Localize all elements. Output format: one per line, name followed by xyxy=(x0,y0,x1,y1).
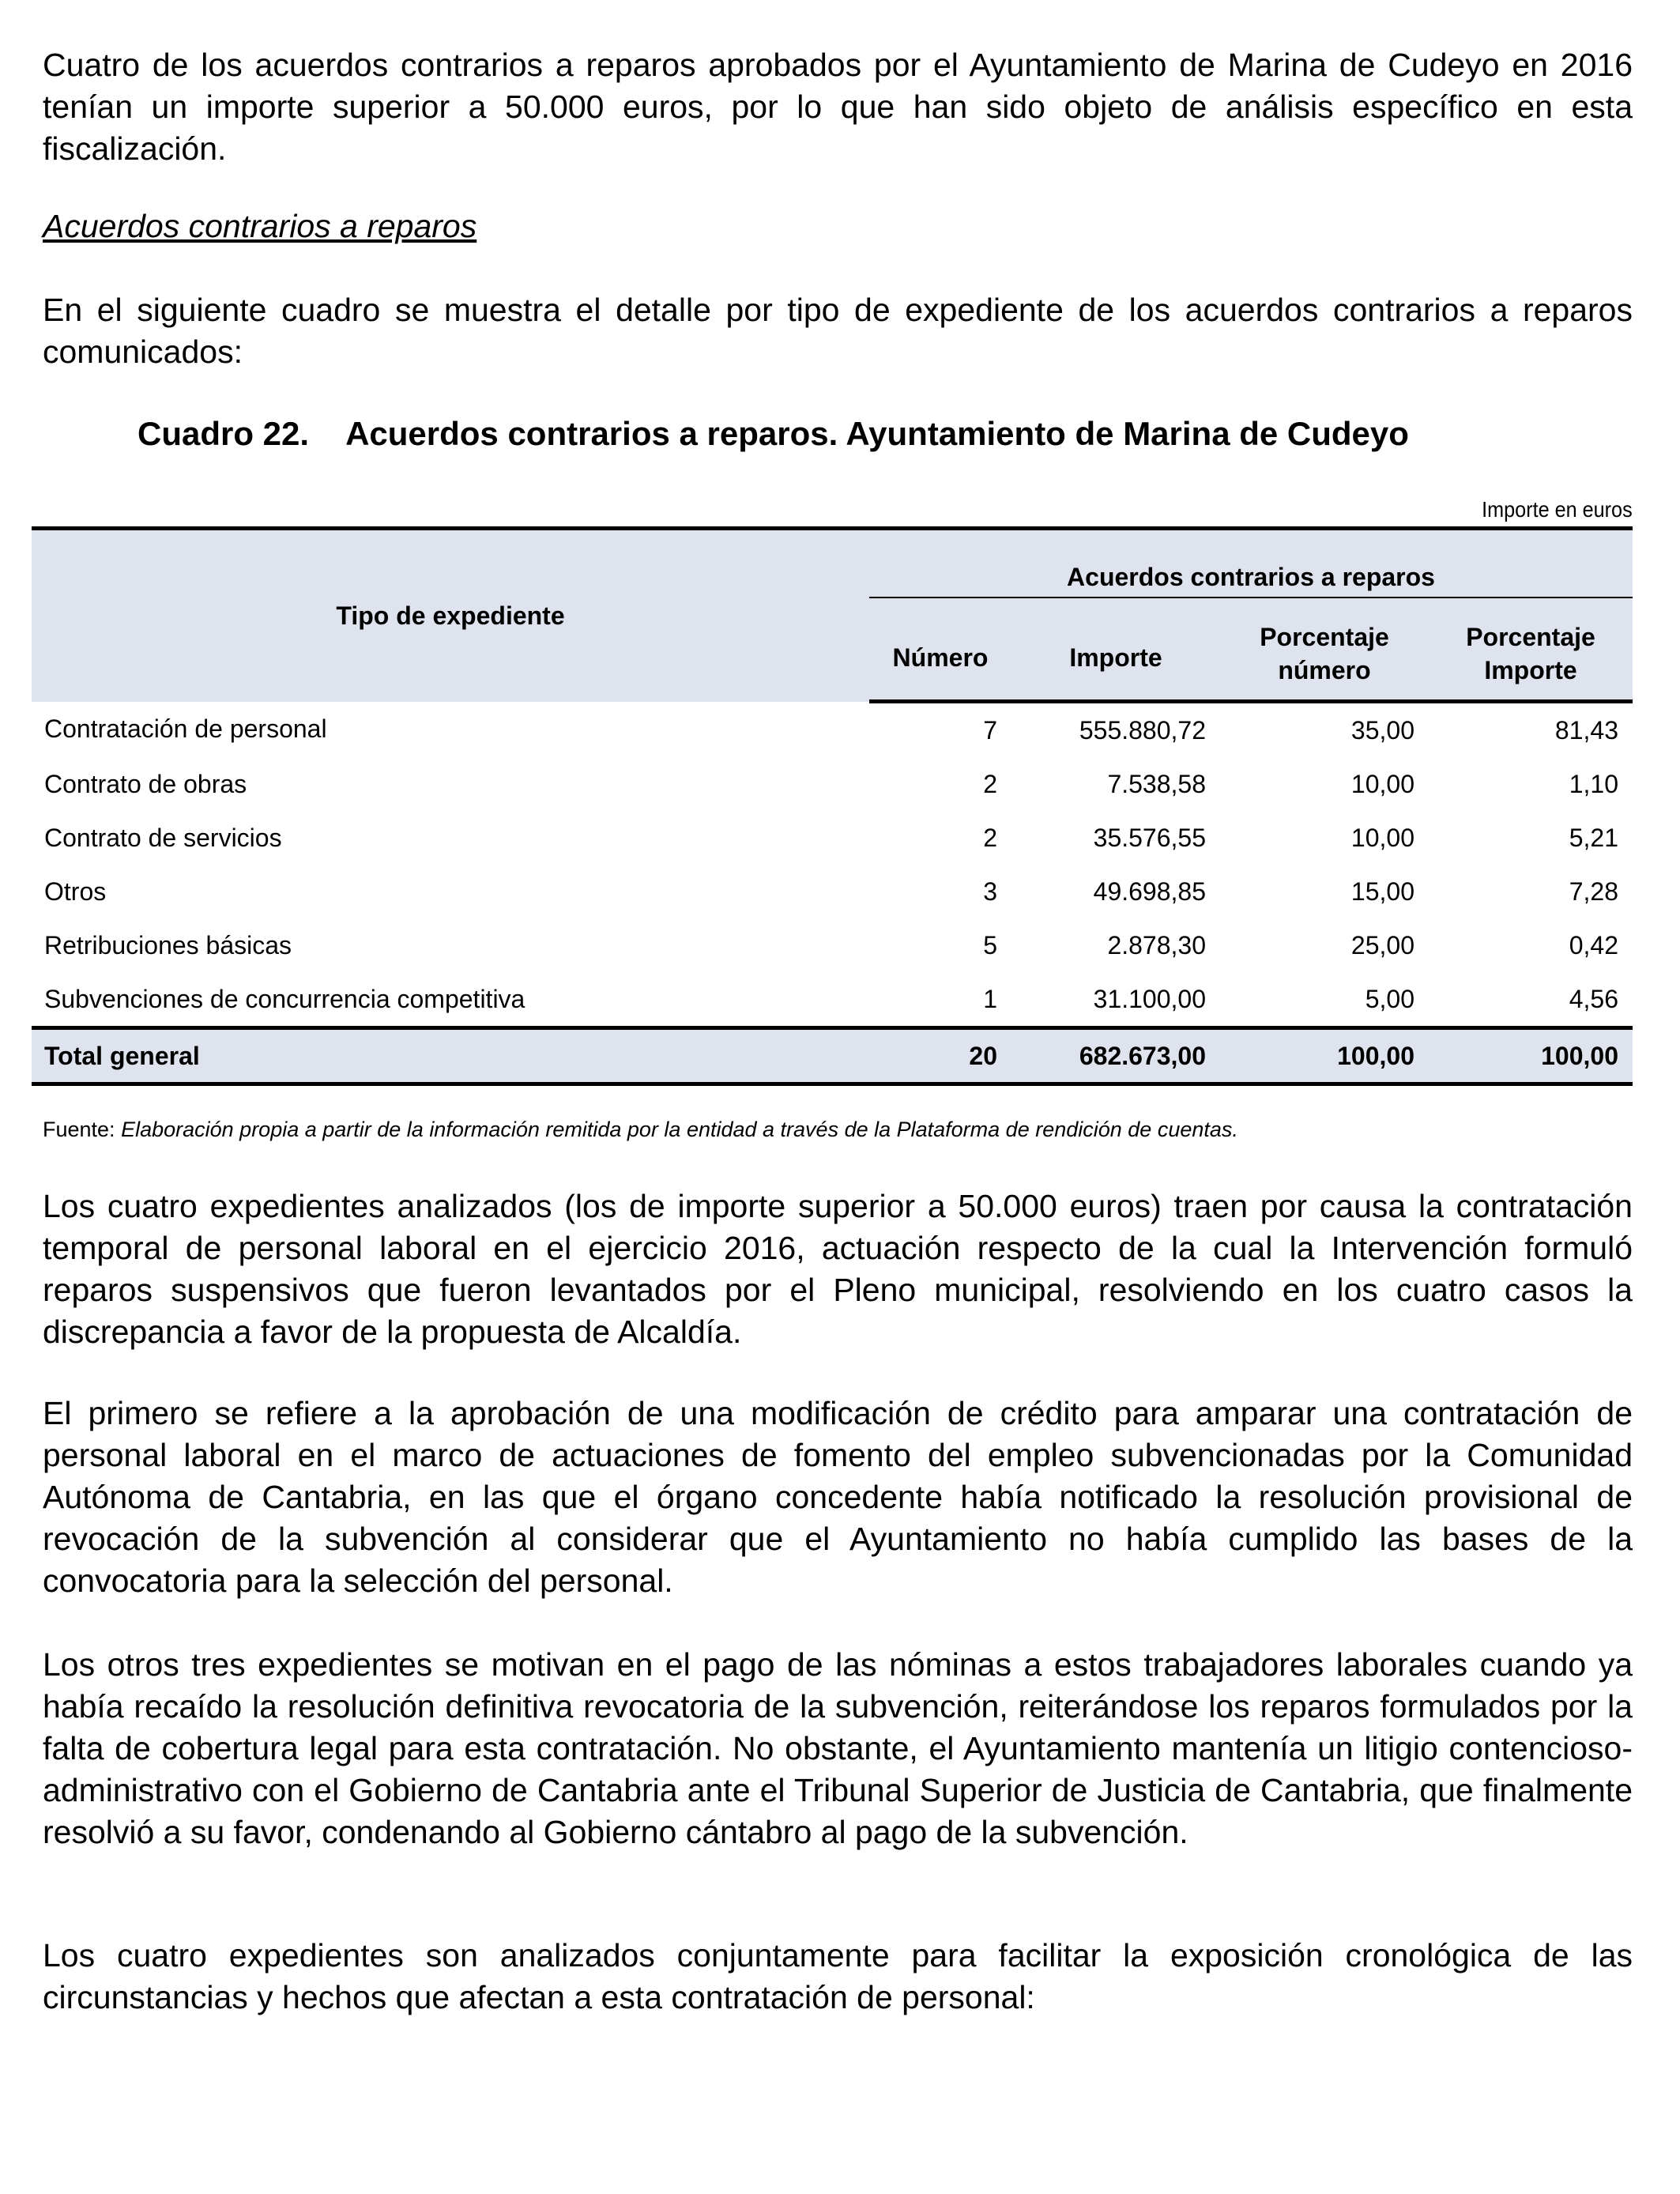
cell-importe: 2.878,30 xyxy=(1107,930,1206,959)
table-row xyxy=(32,865,1633,918)
paragraph-table-intro: En el siguiente cuadro se muestra el detalle por tipo de expediente de los acuerdos contrarios a reparos comunicados: xyxy=(43,292,1633,370)
cell-pct-numero: 10,00 xyxy=(1350,823,1414,852)
col-header-numero: Número xyxy=(869,598,1011,702)
col-header-pct-importe-line2: Importe xyxy=(1484,656,1577,684)
cell-pct-numero: 15,00 xyxy=(1350,876,1414,906)
cell-tipo: Contrato de servicios xyxy=(44,823,282,852)
col-header-tipo: Tipo de expediente xyxy=(336,601,565,630)
cell-pct-numero: 35,00 xyxy=(1350,715,1414,745)
cell-pct-importe: 1,10 xyxy=(1569,769,1618,798)
cell-pct-importe: 5,21 xyxy=(1569,823,1618,852)
cell-numero: 3 xyxy=(983,876,997,906)
table-units-note: Importe en euros xyxy=(1482,497,1633,522)
total-tipo: Total general xyxy=(32,1028,869,1084)
cell-importe: 31.100,00 xyxy=(1093,984,1206,1013)
paragraph-conjunto: Los cuatro expedientes son analizados conjuntamente para facilitar la exposición cronológica de las circunstancias y hechos que afectan a esta contratación de personal: xyxy=(43,1937,1633,2015)
col-header-pct-importe xyxy=(1429,598,1633,702)
cell-tipo: Contratación de personal xyxy=(44,714,327,744)
table-row xyxy=(32,702,1633,758)
cell-pct-numero: 5,00 xyxy=(1365,984,1414,1013)
table-row xyxy=(32,918,1633,972)
col-header-pct-numero-line1: Porcentaje xyxy=(1260,623,1389,651)
col-header-group: Acuerdos contrarios a reparos xyxy=(869,529,1633,598)
table-row xyxy=(32,811,1633,865)
total-importe: 682.673,00 xyxy=(1011,1028,1220,1084)
cell-tipo: Retribuciones básicas xyxy=(44,930,292,959)
cell-pct-importe: 81,43 xyxy=(1554,715,1618,745)
cell-numero: 2 xyxy=(983,823,997,852)
cell-importe: 7.538,58 xyxy=(1107,769,1206,798)
cell-numero: 7 xyxy=(983,715,997,745)
table-header-row-1 xyxy=(32,529,1633,598)
paragraph-primero: El primero se refiere a la aprobación de una modificación de crédito para amparar una contratación de personal laboral en el marco de actuaciones de fomento del empleo subvencionadas por la Comunidad Autónoma de Cantabria, en las que el órgano concedente había notificado la resolución provisional de revocación de la subvención al considerar que el Ayuntamiento no había cumplido las bases de la convocatoria para la selección del personal. xyxy=(43,1395,1633,1599)
source-text: Elaboración propia a partir de la información remitida por la entidad a través de la Plataforma de rendición de cuentas. xyxy=(121,1118,1238,1141)
table-caption-number: Cuadro 22. xyxy=(137,415,310,452)
paragraph-analizados: Los cuatro expedientes analizados (los de importe superior a 50.000 euros) traen por causa la contratación temporal de personal laboral en el ejercicio 2016, actuación respecto de la cual la Intervención formuló reparos suspensivos que fueron levantados por el Pleno municipal, resolviendo en los cuatro casos la discrepancia a favor de la propuesta de Alcaldía. xyxy=(43,1188,1633,1350)
cell-tipo: Contrato de obras xyxy=(44,769,247,798)
col-header-pct-importe-line1: Porcentaje xyxy=(1466,623,1595,651)
table-caption-title: Acuerdos contrarios a reparos. Ayuntamiento de Marina de Cudeyo xyxy=(345,415,1409,452)
source-label: Fuente: xyxy=(43,1118,115,1141)
cell-tipo: Otros xyxy=(44,876,107,906)
total-numero: 20 xyxy=(869,1028,1011,1084)
paragraph-otros: Los otros tres expedientes se motivan en el pago de las nóminas a estos trabajadores laborales cuando ya había recaído la resolución definitiva revocatoria de la subvención, reiterándose los reparos formulados por la falta de cobertura legal para esta contratación. No obstante, el Ayuntamiento mantenía un litigio contencioso-administrativo con el Gobierno de Cantabria ante el Tribunal Superior de Justicia de Cantabria, que finalmente resolvió a su favor, condenando al Gobierno cántabro al pago de la subvención. xyxy=(43,1646,1633,1850)
table-row xyxy=(32,757,1633,811)
cell-pct-importe: 4,56 xyxy=(1569,984,1618,1013)
cell-pct-importe: 7,28 xyxy=(1569,876,1618,906)
cell-importe: 555.880,72 xyxy=(1079,715,1206,745)
table-total-row xyxy=(32,1028,1633,1084)
col-header-pct-numero xyxy=(1220,598,1429,702)
cell-pct-importe: 0,42 xyxy=(1569,930,1618,959)
section-heading: Acuerdos contrarios a reparos xyxy=(43,208,477,244)
cell-numero: 2 xyxy=(983,769,997,798)
cell-pct-numero: 10,00 xyxy=(1350,769,1414,798)
cell-importe: 35.576,55 xyxy=(1093,823,1206,852)
table-row xyxy=(32,972,1633,1028)
cell-numero: 1 xyxy=(983,984,997,1013)
total-pct-numero: 100,00 xyxy=(1220,1028,1429,1084)
total-pct-importe: 100,00 xyxy=(1429,1028,1633,1084)
table-caption xyxy=(137,413,1409,455)
cell-numero: 5 xyxy=(983,930,997,959)
col-header-importe: Importe xyxy=(1011,598,1220,702)
cell-pct-numero: 25,00 xyxy=(1350,930,1414,959)
cell-importe: 49.698,85 xyxy=(1093,876,1206,906)
acuerdos-table xyxy=(32,526,1633,1086)
col-header-pct-numero-line2: número xyxy=(1278,656,1371,684)
table-source-note xyxy=(43,1116,1238,1143)
paragraph-intro: Cuatro de los acuerdos contrarios a reparos aprobados por el Ayuntamiento de Marina de Cudeyo en 2016 tenían un importe superior a 50.000 euros, por lo que han sido objeto de análisis específico en esta fiscalización. xyxy=(43,47,1633,167)
cell-tipo: Subvenciones de concurrencia competitiva xyxy=(44,984,525,1013)
